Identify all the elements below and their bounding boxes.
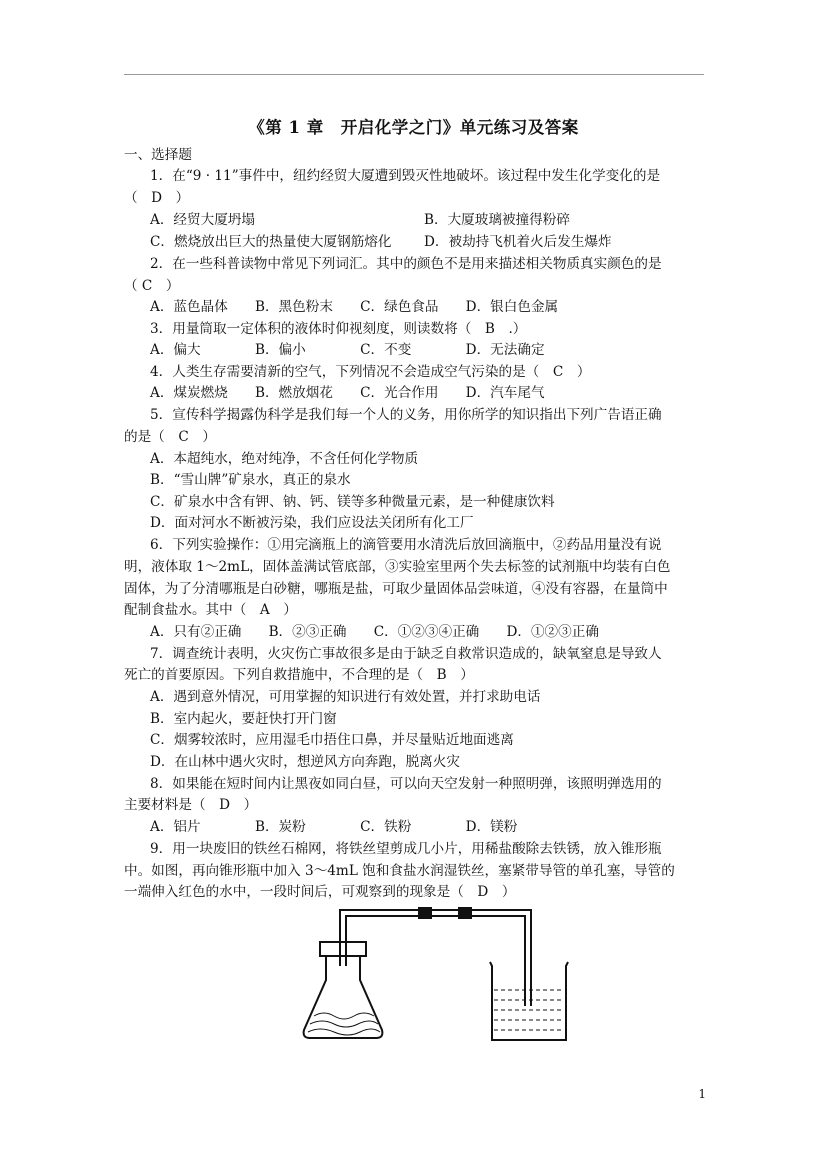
question-1-option-b: B．大厦玻璃被撞得粉碎: [424, 212, 570, 228]
rubber-connector-2: [458, 907, 472, 919]
question-7-option-d: D．在山林中遇火灾时，想逆风方向奔跑，脱离火灾: [150, 754, 460, 770]
question-5-option-d: D．面对河水不断被污染，我们应设法关闭所有化工厂: [150, 515, 474, 531]
question-9-stem-line-3: 一端伸入红色的水中，一段时间后，可观察到的现象是（ D ）: [124, 884, 516, 900]
question-2-answer: （ C ）: [124, 278, 180, 294]
delivery-tube-outer: [340, 910, 531, 1006]
beaker: [490, 962, 568, 1040]
delivery-tube-inner: [346, 916, 525, 1006]
question-2-options: A．蓝色晶体 B．黑色粉末 C．绿色食品 D．银白色金属: [150, 299, 559, 315]
question-5-option-b: B．“雪山牌”矿泉水，真正的泉水: [150, 472, 351, 488]
question-7-option-c: C．烟雾较浓时，应用湿毛巾捂住口鼻，并尽量贴近地面逃离: [150, 732, 514, 748]
question-6-stem: 6．下列实验操作：①用完滴瓶上的滴管要用水清洗后放回滴瓶中，②药品用量没有说: [150, 537, 662, 553]
red-water: [494, 990, 564, 1030]
question-1-answer: （ D ）: [124, 190, 190, 206]
header-rule: [124, 74, 704, 75]
question-5-option-a: A．本超纯水，绝对纯净，不含任何化学物质: [150, 451, 419, 467]
question-6-options: A．只有②正确 B．②③正确 C．①②③④正确 D．①②③正确: [150, 624, 599, 640]
question-6-stem-line-3: 固体，为了分清哪瓶是白砂糖，哪瓶是盐，可取少量固体品尝味道，④没有容器，在量筒中: [124, 581, 668, 597]
question-6-stem-line-4: 配制食盐水。其中（ A ）: [124, 602, 297, 618]
question-1-option-a: A．经贸大厦坍塌: [150, 212, 255, 228]
question-8-stem: 8．如果能在短时间内让黑夜如同白昼，可以向天空发射一种照明弹，该照明弹选用的: [150, 776, 662, 792]
question-1-stem: 1．在“9 · 11”事件中，纽约经贸大厦遭到毁灭性地破坏。该过程中发生化学变化的是: [150, 168, 661, 184]
question-2-stem: 2．在一些科普读物中常见下列词汇。其中的颜色不是用来描述相关物质真实颜色的是: [150, 256, 662, 272]
question-6-stem-line-2: 明，液体取 1～2mL，固体盖满试管底部，③实验室里两个失去标签的试剂瓶中均装有白色: [124, 559, 671, 575]
steel-wool: [308, 1013, 380, 1035]
question-4-options: A．煤炭燃烧 B．燃放烟花 C．光合作用 D．汽车尾气: [150, 385, 545, 401]
question-4-stem: 4．人类生存需要清新的空气，下列情况不会造成空气污染的是（ C ）: [150, 364, 591, 380]
conical-flask: [304, 956, 383, 1038]
question-7-stem: 7．调查统计表明，火灾伤亡事故很多是由于缺乏自救常识造成的，缺氧窒息是导致人: [150, 646, 662, 662]
question-1-option-d: D．被劫持飞机着火后发生爆炸: [424, 234, 612, 250]
section-heading: 一、选择题: [124, 147, 192, 163]
question-5-option-c: C．矿泉水中含有钾、钠、钙、镁等多种微量元素，是一种健康饮料: [150, 494, 555, 510]
question-9-stem-line-2: 中。如图，再向锥形瓶中加入 3～4mL 饱和食盐水润湿铁丝，塞紧带导管的单孔塞，导管的: [124, 863, 675, 879]
question-5-stem-continued: 的是（ C ）: [124, 429, 216, 445]
question-3-options: A．偏大 B．偏小 C．不变 D．无法确定: [150, 342, 545, 358]
question-7-option-a: A．遇到意外情况，可用掌握的知识进行有效处置，并打求助电话: [150, 689, 541, 705]
question-7-stem-line-2: 死亡的首要原因。下列自救措施中，不合理的是（ B ）: [124, 667, 474, 683]
page-title: 《第 1 章 开启化学之门》单元练习及答案: [248, 118, 579, 137]
question-9-stem: 9．用一块废旧的铁丝石棉网，将铁丝望剪成几小片，用稀盐酸除去铁锈，放入锥形瓶: [150, 841, 662, 857]
flask-stopper: [320, 942, 366, 956]
question-8-stem-line-2: 主要材料是（ D ）: [124, 797, 258, 813]
question-1-option-c: C．燃烧放出巨大的热量使大厦钢筋熔化: [150, 234, 392, 250]
question-7-option-b: B．室内起火，要赶快打开门窗: [150, 711, 337, 727]
experiment-apparatus-figure: [296, 906, 586, 1046]
page-number: 1: [698, 1087, 706, 1101]
question-3-stem: 3．用量筒取一定体积的液体时仰视刻度，则读数将（ B .）: [150, 321, 527, 337]
rubber-connector: [418, 907, 432, 919]
question-8-options: A．铝片 B．炭粉 C．铁粉 D．镁粉: [150, 819, 518, 835]
question-5-stem: 5．宣传科学揭露伪科学是我们每一个人的义务，用你所学的知识指出下列广告语正确: [150, 407, 662, 423]
